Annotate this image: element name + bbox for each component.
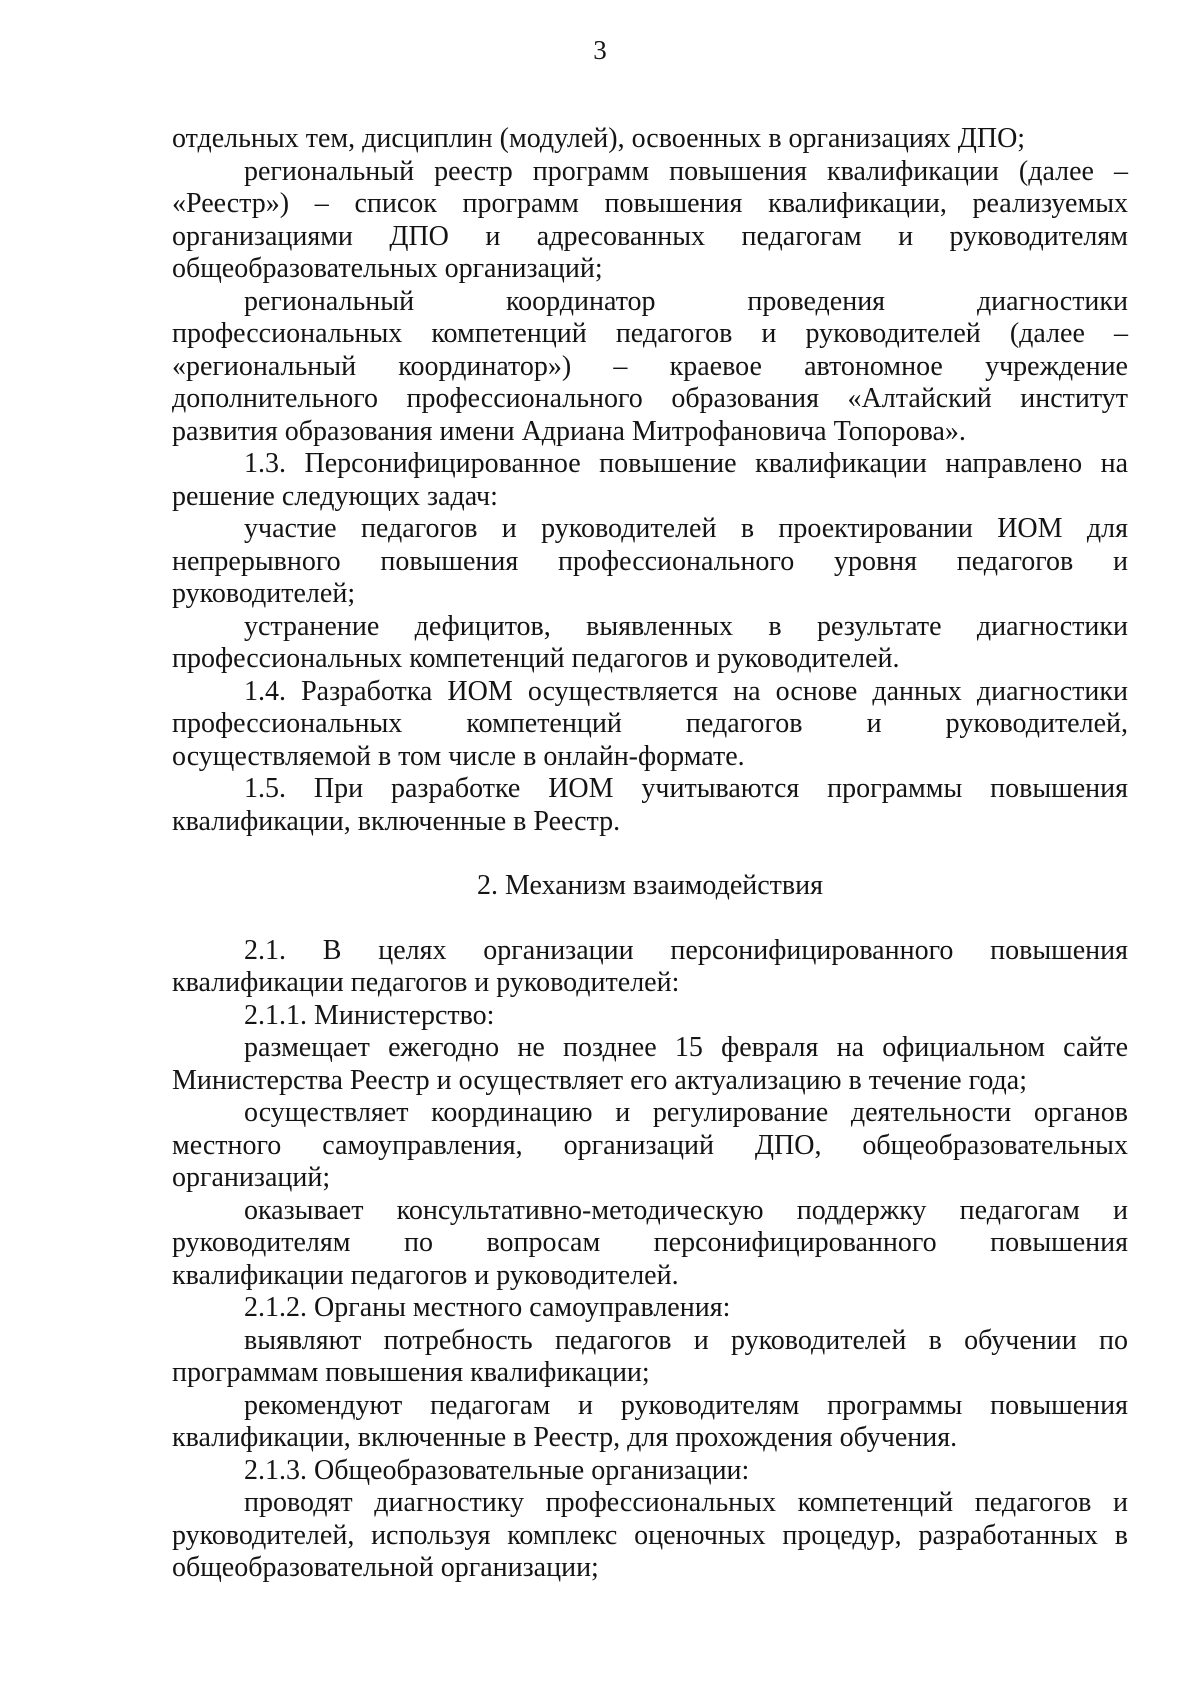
paragraph xyxy=(172,1000,1128,1033)
text-line: осуществляет координацию и регулирование деятельности органов xyxy=(244,1097,1128,1128)
text-line: региональный координатор проведения диагностики xyxy=(244,285,1128,317)
text-line: осуществляемой в том числе в онлайн-формате. xyxy=(172,740,745,772)
text-line: развития образования имени Адриана Митрофановича Топорова». xyxy=(172,415,966,447)
text-line: 2.1.2. Органы местного самоуправления: xyxy=(244,1292,731,1323)
paragraph xyxy=(172,286,1128,449)
text-line: квалификации педагогов и руководителей. xyxy=(172,1259,679,1291)
text-line: «Реестр») – список программ повышения квалификации, реализуемых xyxy=(172,188,1128,219)
text-line: организациями ДПО и адресованных педагогам и руководителям xyxy=(172,220,1128,252)
text-line: «региональный координатор») – краевое автономное учреждение xyxy=(172,350,1128,382)
text-line: участие педагогов и руководителей в проектировании ИОМ для xyxy=(244,513,1128,544)
paragraph xyxy=(172,156,1128,286)
text-line: квалификации, включенные в Реестр. xyxy=(172,805,621,837)
text-line: местного самоуправления, организаций ДПО, общеобразовательных xyxy=(172,1129,1128,1161)
text-line: руководителей, используя комплекс оценочных процедур, разработанных в xyxy=(172,1519,1128,1551)
text-line: 1.5. При разработке ИОМ учитываются программы повышения xyxy=(244,773,1128,804)
text-line: непрерывного повышения профессионального уровня педагогов и xyxy=(172,545,1128,577)
text-line: 2.1. В целях организации персонифицированного повышения xyxy=(244,934,1128,966)
section-1-continuation xyxy=(172,123,1128,838)
text-line: решение следующих задач: xyxy=(172,480,498,512)
section-heading: 2. Механизм взаимодействия xyxy=(476,870,823,901)
page-number: 3 xyxy=(593,35,607,65)
text-line: размещает ежегодно не позднее 15 февраля на официальном сайте xyxy=(244,1032,1128,1063)
text-line: дополнительного профессионального образования «Алтайский институт xyxy=(172,383,1128,414)
paragraph xyxy=(172,1195,1128,1293)
text-line: программам повышения квалификации; xyxy=(172,1357,650,1388)
paragraph xyxy=(172,448,1128,513)
text-line: руководителям по вопросам персонифицированного повышения xyxy=(172,1227,1128,1258)
text-line: 2.1.3. Общеобразовательные организации: xyxy=(244,1454,750,1486)
text-line: устранение дефицитов, выявленных в результате диагностики xyxy=(244,610,1128,642)
paragraph xyxy=(172,1032,1128,1097)
text-line: 1.4. Разработка ИОМ осуществляется на основе данных диагностики xyxy=(244,675,1128,707)
document-body xyxy=(172,123,1128,1585)
text-line: оказывает консультативно-методическую поддержку педагогам и xyxy=(244,1194,1128,1226)
text-line: общеобразовательной организации; xyxy=(172,1552,599,1583)
paragraph xyxy=(172,773,1128,838)
text-line: 2.1.1. Министерство: xyxy=(244,999,495,1031)
paragraph xyxy=(172,1455,1128,1488)
text-line: профессиональных компетенций педагогов и руководителей (далее – xyxy=(172,318,1128,349)
text-line: региональный реестр программ повышения квалификации (далее – xyxy=(244,155,1128,187)
text-line: профессиональных компетенций педагогов и руководителей. xyxy=(172,643,900,674)
paragraph xyxy=(172,611,1128,676)
paragraph xyxy=(172,935,1128,1000)
paragraph xyxy=(172,1325,1128,1390)
paragraph xyxy=(172,513,1128,611)
text-line: руководителей; xyxy=(172,578,356,609)
section-2-body xyxy=(172,935,1128,1585)
text-line: организаций; xyxy=(172,1162,331,1193)
paragraph xyxy=(172,1292,1128,1325)
text-line: рекомендуют педагогам и руководителям программы повышения xyxy=(244,1389,1128,1421)
text-line: квалификации педагогов и руководителей: xyxy=(172,967,680,998)
text-line: Министерства Реестр и осуществляет его актуализацию в течение года; xyxy=(172,1064,1028,1096)
text-line: квалификации, включенные в Реестр, для прохождения обучения. xyxy=(172,1422,958,1453)
text-line: проводят диагностику профессиональных компетенций педагогов и xyxy=(244,1487,1128,1518)
paragraph xyxy=(172,1390,1128,1455)
text-line: общеобразовательных организаций; xyxy=(172,253,603,284)
paragraph xyxy=(172,123,1128,156)
text-line: отдельных тем, дисциплин (модулей), освоенных в организациях ДПО; xyxy=(172,123,1026,154)
paragraph xyxy=(172,1097,1128,1195)
paragraph xyxy=(172,676,1128,774)
text-line: 1.3. Персонифицированное повышение квалификации направлено на xyxy=(244,448,1128,479)
paragraph xyxy=(172,1487,1128,1585)
text-line: выявляют потребность педагогов и руководителей в обучении по xyxy=(244,1324,1128,1356)
text-line: профессиональных компетенций педагогов и руководителей, xyxy=(172,708,1128,739)
